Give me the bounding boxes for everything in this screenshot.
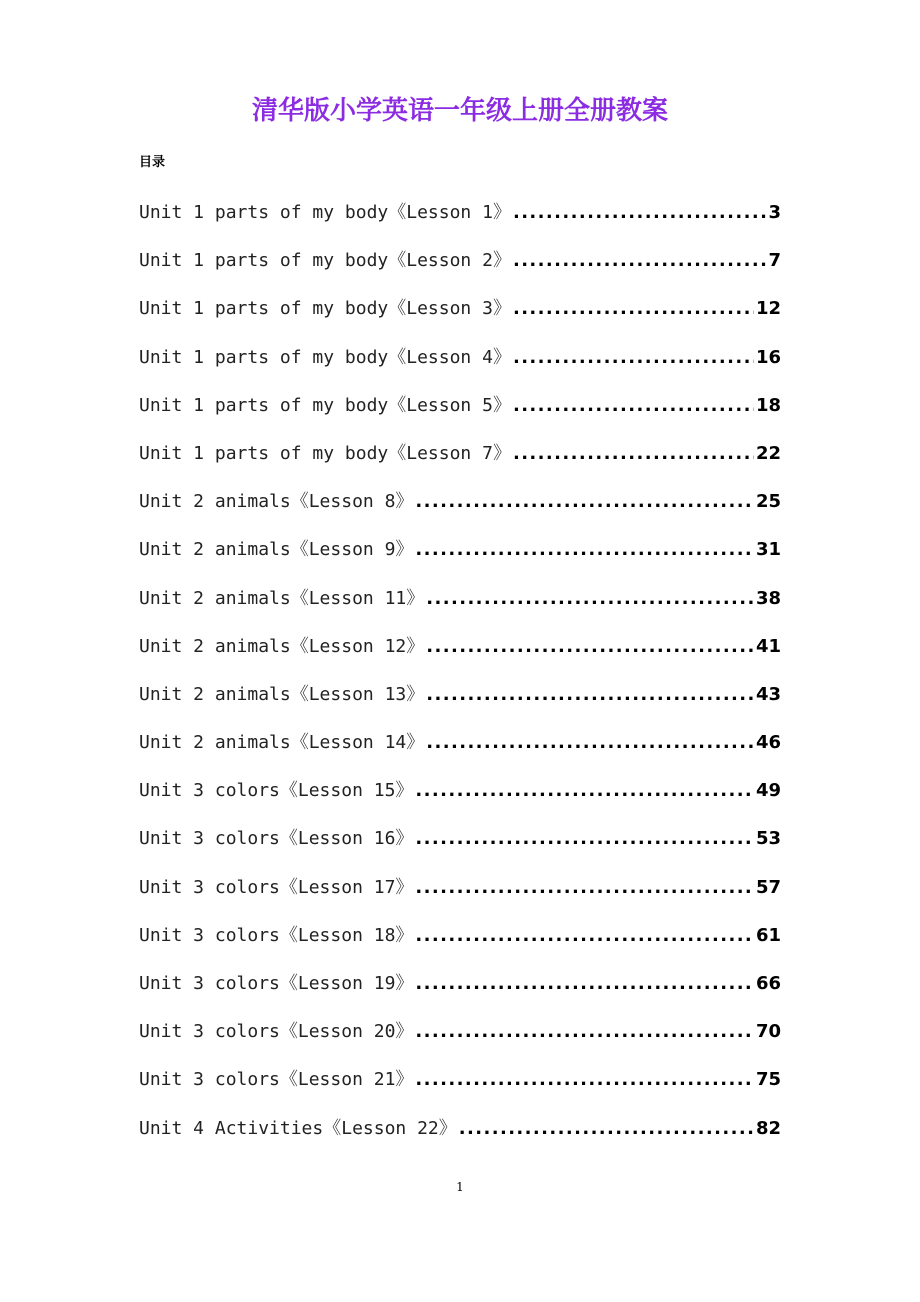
toc-entry-title[interactable]: Unit 3 colors《Lesson 20》	[139, 1021, 414, 1043]
toc-page-number[interactable]: 3	[768, 202, 781, 223]
toc-entry-title[interactable]: Unit 3 colors《Lesson 15》	[139, 780, 414, 802]
toc-heading: 目录	[139, 155, 166, 170]
toc-dot-leader	[459, 1118, 754, 1139]
toc-row[interactable]	[139, 921, 781, 969]
toc-page-number[interactable]: 22	[755, 442, 781, 464]
toc-page-number[interactable]: 66	[755, 973, 781, 994]
toc-row[interactable]	[139, 680, 781, 728]
toc-page-number[interactable]: 53	[755, 828, 781, 850]
toc-page-number[interactable]: 82	[755, 1117, 781, 1139]
toc-row[interactable]	[139, 824, 781, 872]
toc-page-number[interactable]: 31	[755, 539, 781, 561]
toc-page-number[interactable]: 57	[755, 876, 781, 898]
toc-page-number[interactable]: 43	[755, 683, 781, 705]
toc-row[interactable]	[139, 1065, 781, 1113]
toc-row[interactable]	[139, 1114, 781, 1162]
toc-entry-title[interactable]: Unit 3 colors《Lesson 17》	[139, 876, 414, 898]
toc-dot-leader	[415, 539, 754, 560]
toc-page-number[interactable]: 61	[755, 924, 781, 946]
table-of-contents	[139, 198, 781, 1162]
toc-entry-title[interactable]: Unit 1 parts of my body《Lesson 5》	[139, 394, 511, 416]
toc-dot-leader	[415, 1069, 754, 1090]
toc-entry-title[interactable]: Unit 1 parts of my body《Lesson 1》	[139, 202, 511, 223]
toc-dot-leader	[426, 732, 754, 753]
toc-dot-leader	[415, 1021, 754, 1042]
toc-row[interactable]	[139, 535, 781, 583]
toc-entry-title[interactable]: Unit 1 parts of my body《Lesson 4》	[139, 346, 511, 368]
toc-row[interactable]	[139, 439, 781, 487]
toc-row[interactable]	[139, 584, 781, 632]
toc-entry-title[interactable]: Unit 2 animals《Lesson 11》	[139, 587, 425, 609]
toc-entry-title[interactable]: Unit 1 parts of my body《Lesson 2》	[139, 250, 511, 272]
toc-entry-title[interactable]: Unit 2 animals《Lesson 12》	[139, 635, 425, 657]
toc-page-number[interactable]: 18	[755, 394, 781, 416]
toc-entry-title[interactable]: Unit 3 colors《Lesson 19》	[139, 973, 414, 994]
toc-dot-leader	[415, 925, 754, 946]
toc-row[interactable]	[139, 776, 781, 824]
toc-entry-title[interactable]: Unit 3 colors《Lesson 18》	[139, 924, 414, 946]
toc-row[interactable]	[139, 487, 781, 535]
toc-dot-leader	[415, 491, 754, 512]
toc-page-number[interactable]: 46	[755, 732, 781, 754]
toc-row[interactable]	[139, 632, 781, 680]
toc-entry-title[interactable]: Unit 1 parts of my body《Lesson 3》	[139, 298, 511, 320]
toc-entry-title[interactable]: Unit 1 parts of my body《Lesson 7》	[139, 442, 511, 464]
toc-page-number[interactable]: 70	[755, 1021, 781, 1043]
toc-page-number[interactable]: 49	[755, 780, 781, 802]
toc-entry-title[interactable]: Unit 3 colors《Lesson 16》	[139, 828, 414, 850]
toc-entry-title[interactable]: Unit 2 animals《Lesson 8》	[139, 491, 414, 513]
toc-dot-leader	[513, 250, 767, 271]
toc-page-number[interactable]: 25	[755, 491, 781, 513]
toc-page-number[interactable]: 41	[755, 635, 781, 657]
document-title: 清华版小学英语一年级上册全册教案	[251, 96, 668, 126]
toc-row[interactable]	[139, 246, 781, 294]
toc-dot-leader	[513, 347, 754, 368]
toc-entry-title[interactable]: Unit 3 colors《Lesson 21》	[139, 1069, 414, 1091]
toc-dot-leader	[415, 973, 754, 994]
toc-entry-title[interactable]: Unit 2 animals《Lesson 13》	[139, 683, 425, 705]
toc-dot-leader	[426, 588, 754, 609]
page-footer-number: 1	[456, 1180, 464, 1194]
toc-dot-leader	[513, 202, 767, 223]
toc-dot-leader	[415, 828, 754, 849]
toc-entry-title[interactable]: Unit 2 animals《Lesson 14》	[139, 732, 425, 754]
toc-dot-leader	[513, 395, 754, 416]
toc-row[interactable]	[139, 728, 781, 776]
toc-dot-leader	[426, 684, 754, 705]
toc-row[interactable]	[139, 391, 781, 439]
toc-entry-title[interactable]: Unit 2 animals《Lesson 9》	[139, 539, 414, 561]
toc-row[interactable]	[139, 198, 781, 246]
toc-row[interactable]	[139, 873, 781, 921]
toc-page-number[interactable]: 16	[755, 346, 781, 368]
toc-dot-leader	[415, 780, 754, 801]
toc-dot-leader	[415, 877, 754, 898]
toc-dot-leader	[513, 443, 754, 464]
toc-row[interactable]	[139, 969, 781, 1017]
toc-page-number[interactable]: 75	[755, 1069, 781, 1091]
toc-row[interactable]	[139, 343, 781, 391]
toc-page-number[interactable]: 38	[755, 587, 781, 609]
toc-page-number[interactable]: 12	[755, 298, 781, 320]
toc-row[interactable]	[139, 1017, 781, 1065]
toc-dot-leader	[426, 636, 754, 657]
toc-page-number[interactable]: 7	[768, 250, 781, 272]
toc-entry-title[interactable]: Unit 4 Activities《Lesson 22》	[139, 1117, 457, 1139]
toc-row[interactable]	[139, 294, 781, 342]
toc-dot-leader	[513, 298, 754, 319]
